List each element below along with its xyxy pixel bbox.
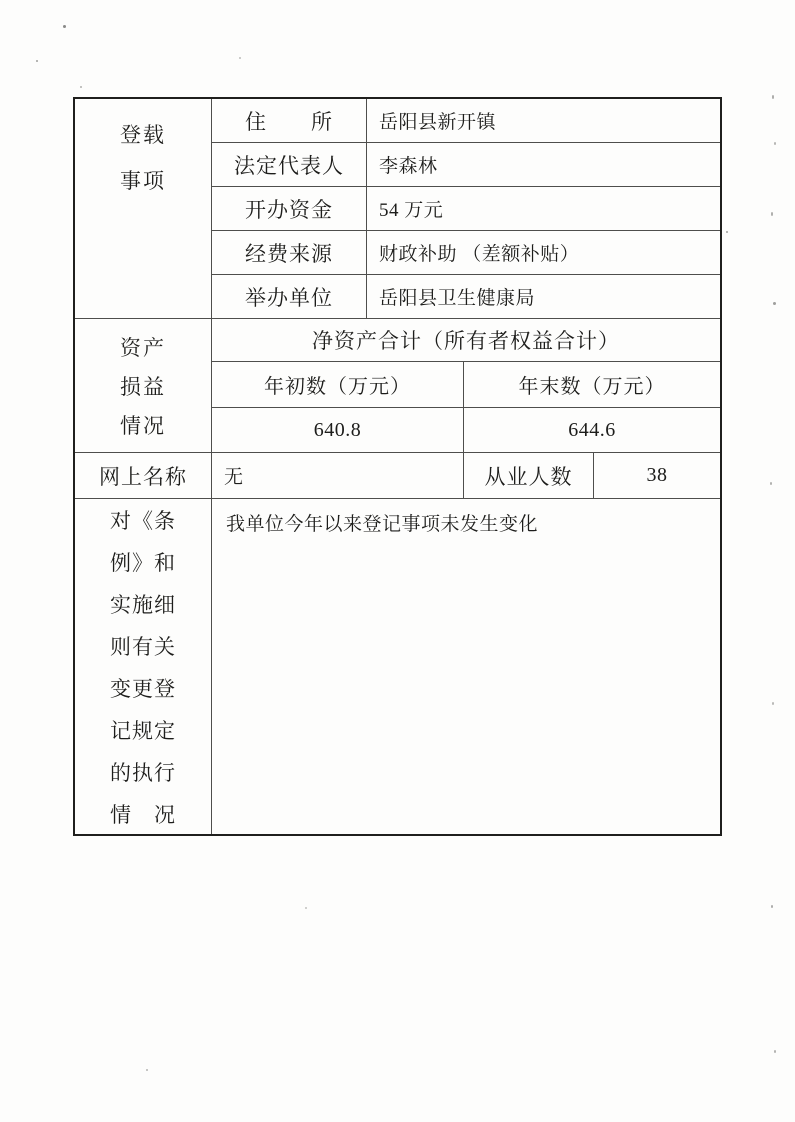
scan-speck — [773, 302, 776, 305]
scan-speck — [771, 212, 773, 216]
field-label-sponsor-unit: 举办单位 — [212, 275, 367, 319]
scan-speck — [80, 86, 82, 88]
year-begin-header: 年初数（万元） — [212, 362, 464, 408]
section-header-registered-items — [75, 99, 212, 319]
field-value-sponsor-unit: 岳阳县卫生健康局 — [367, 275, 720, 319]
year-begin-value: 640.8 — [212, 408, 464, 453]
section-header-compliance — [75, 499, 212, 834]
section-header-line: 损益 — [120, 374, 166, 399]
compliance-statement: 我单位今年以来登记事项未发生变化 — [226, 514, 539, 535]
field-value-legal-representative: 李森林 — [367, 143, 720, 187]
year-end-value: 644.6 — [464, 408, 720, 453]
scan-speck — [239, 57, 241, 59]
section-header-line: 资产 — [120, 335, 166, 360]
scan-speck — [63, 25, 66, 28]
section-header-line: 则有关 — [110, 635, 176, 659]
section-header-line: 记规定 — [110, 719, 176, 743]
section-header-line: 的执行 — [110, 761, 176, 785]
year-end-header: 年末数（万元） — [464, 362, 720, 408]
scan-speck — [772, 95, 774, 99]
scan-speck — [146, 1069, 148, 1071]
field-label-startup-capital: 开办资金 — [212, 187, 367, 231]
staff-count-value: 38 — [594, 453, 720, 499]
section-header-line: 实施细 — [110, 593, 176, 617]
section-header-line: 例》和 — [110, 551, 176, 575]
scan-speck — [770, 482, 772, 485]
section-header-line: 变更登 — [110, 677, 176, 701]
online-name-value: 无 — [212, 453, 464, 499]
section-header-line: 情况 — [120, 413, 166, 438]
scan-speck — [774, 142, 776, 145]
scan-speck — [774, 1050, 776, 1053]
scan-speck — [771, 905, 773, 908]
scan-speck — [305, 907, 307, 909]
section-header-line: 登载 — [120, 123, 166, 147]
field-label-legal-representative: 法定代表人 — [212, 143, 367, 187]
annual-report-table — [73, 97, 722, 836]
field-value-startup-capital: 54 万元 — [367, 187, 720, 231]
net-assets-title: 净资产合计（所有者权益合计） — [212, 319, 720, 362]
online-name-label: 网上名称 — [75, 453, 212, 499]
scan-speck — [772, 702, 774, 705]
section-header-line: 情 况 — [110, 803, 176, 827]
field-label-residence: 住 所 — [212, 99, 367, 143]
scan-speck — [36, 60, 38, 62]
staff-count-label: 从业人数 — [464, 453, 594, 499]
field-label-funding-source: 经费来源 — [212, 231, 367, 275]
scan-speck — [726, 231, 728, 233]
field-value-residence: 岳阳县新开镇 — [367, 99, 720, 143]
section-header-line: 对《条 — [110, 509, 176, 533]
section-header-line: 事项 — [120, 169, 166, 193]
field-value-funding-source: 财政补助 （差额补贴） — [367, 231, 720, 275]
section-header-asset-profit-loss — [75, 319, 212, 453]
